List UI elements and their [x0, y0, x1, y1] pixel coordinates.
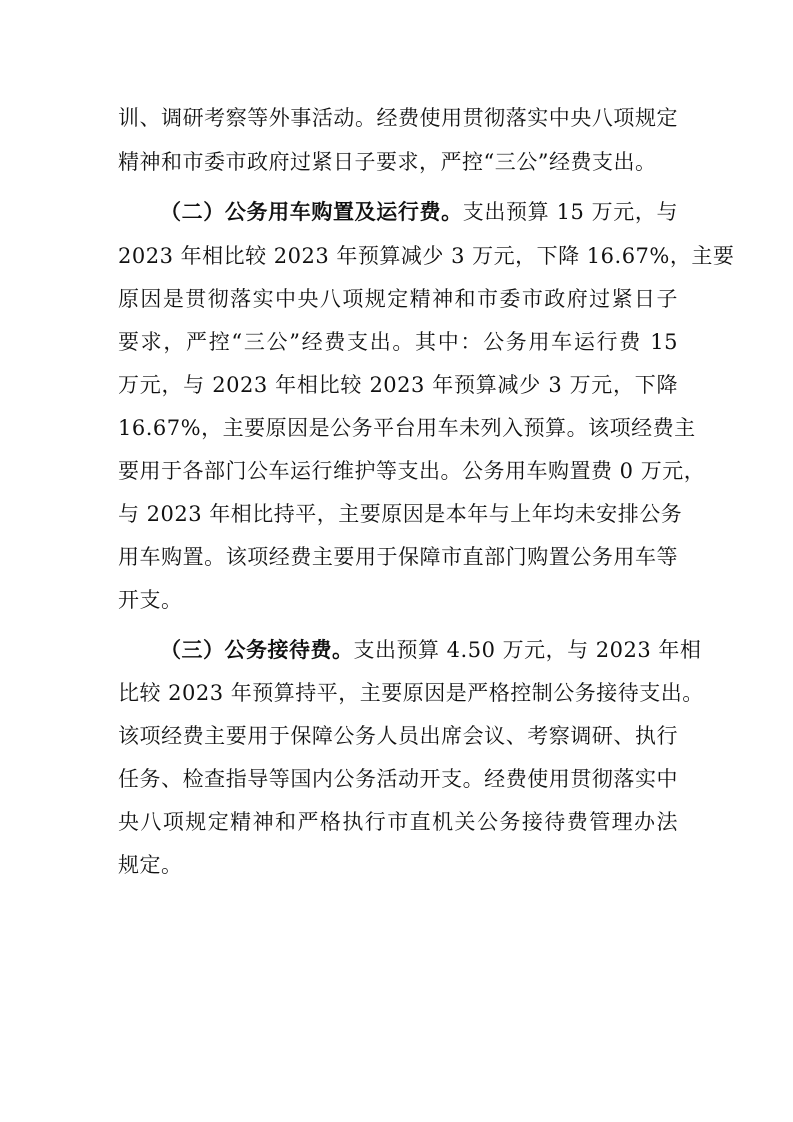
section-heading: （二）公务用车购置及运行费。 [160, 200, 463, 224]
paragraph-first-line [160, 630, 702, 670]
text-line: 要求，严控“三公”经费支出。其中：公务用车运行费 15 [118, 330, 678, 354]
text-span: 支出预算 15 万元，与 [462, 200, 678, 224]
text-span: 支出预算 4.50 万元，与 2023 年相 [353, 638, 702, 662]
text-line: 用车购置。该项经费主要用于保障市直部门购置公务用车等 [118, 545, 678, 569]
text-line: 要用于各部门公车运行维护等支出。公务用车购置费 0 万元， [118, 459, 706, 483]
text-line: 2023 年相比较 2023 年预算减少 3 万元，下降 16.67%，主要 [118, 244, 735, 268]
text-line: 原因是贯彻落实中央八项规定精神和市委市政府过紧日子 [118, 287, 678, 311]
text-line: 精神和市委市政府过紧日子要求，严控“三公”经费支出。 [118, 150, 657, 174]
paragraph-first-line [160, 192, 678, 232]
text-line: 与 2023 年相比持平，主要原因是本年与上年均未安排公务 [118, 502, 683, 526]
text-line: 万元，与 2023 年相比较 2023 年预算减少 3 万元，下降 [118, 373, 678, 397]
section-heading: （三）公务接待费。 [160, 638, 354, 662]
text-line: 开支。 [118, 588, 183, 612]
text-line: 比较 2023 年预算持平，主要原因是严格控制公务接待支出。 [118, 681, 704, 705]
text-line: 16.67%，主要原因是公务平台用车未列入预算。该项经费主 [118, 416, 696, 440]
text-line: 央八项规定精神和严格执行市直机关公务接待费管理办法 [118, 810, 678, 834]
text-line: 规定。 [118, 853, 183, 877]
text-line: 训、调研考察等外事活动。经费使用贯彻落实中央八项规定 [118, 106, 678, 130]
text-line: 该项经费主要用于保障公务人员出席会议、考察调研、执行 [118, 724, 678, 748]
text-line: 任务、检查指导等国内公务活动开支。经费使用贯彻落实中 [118, 767, 678, 791]
